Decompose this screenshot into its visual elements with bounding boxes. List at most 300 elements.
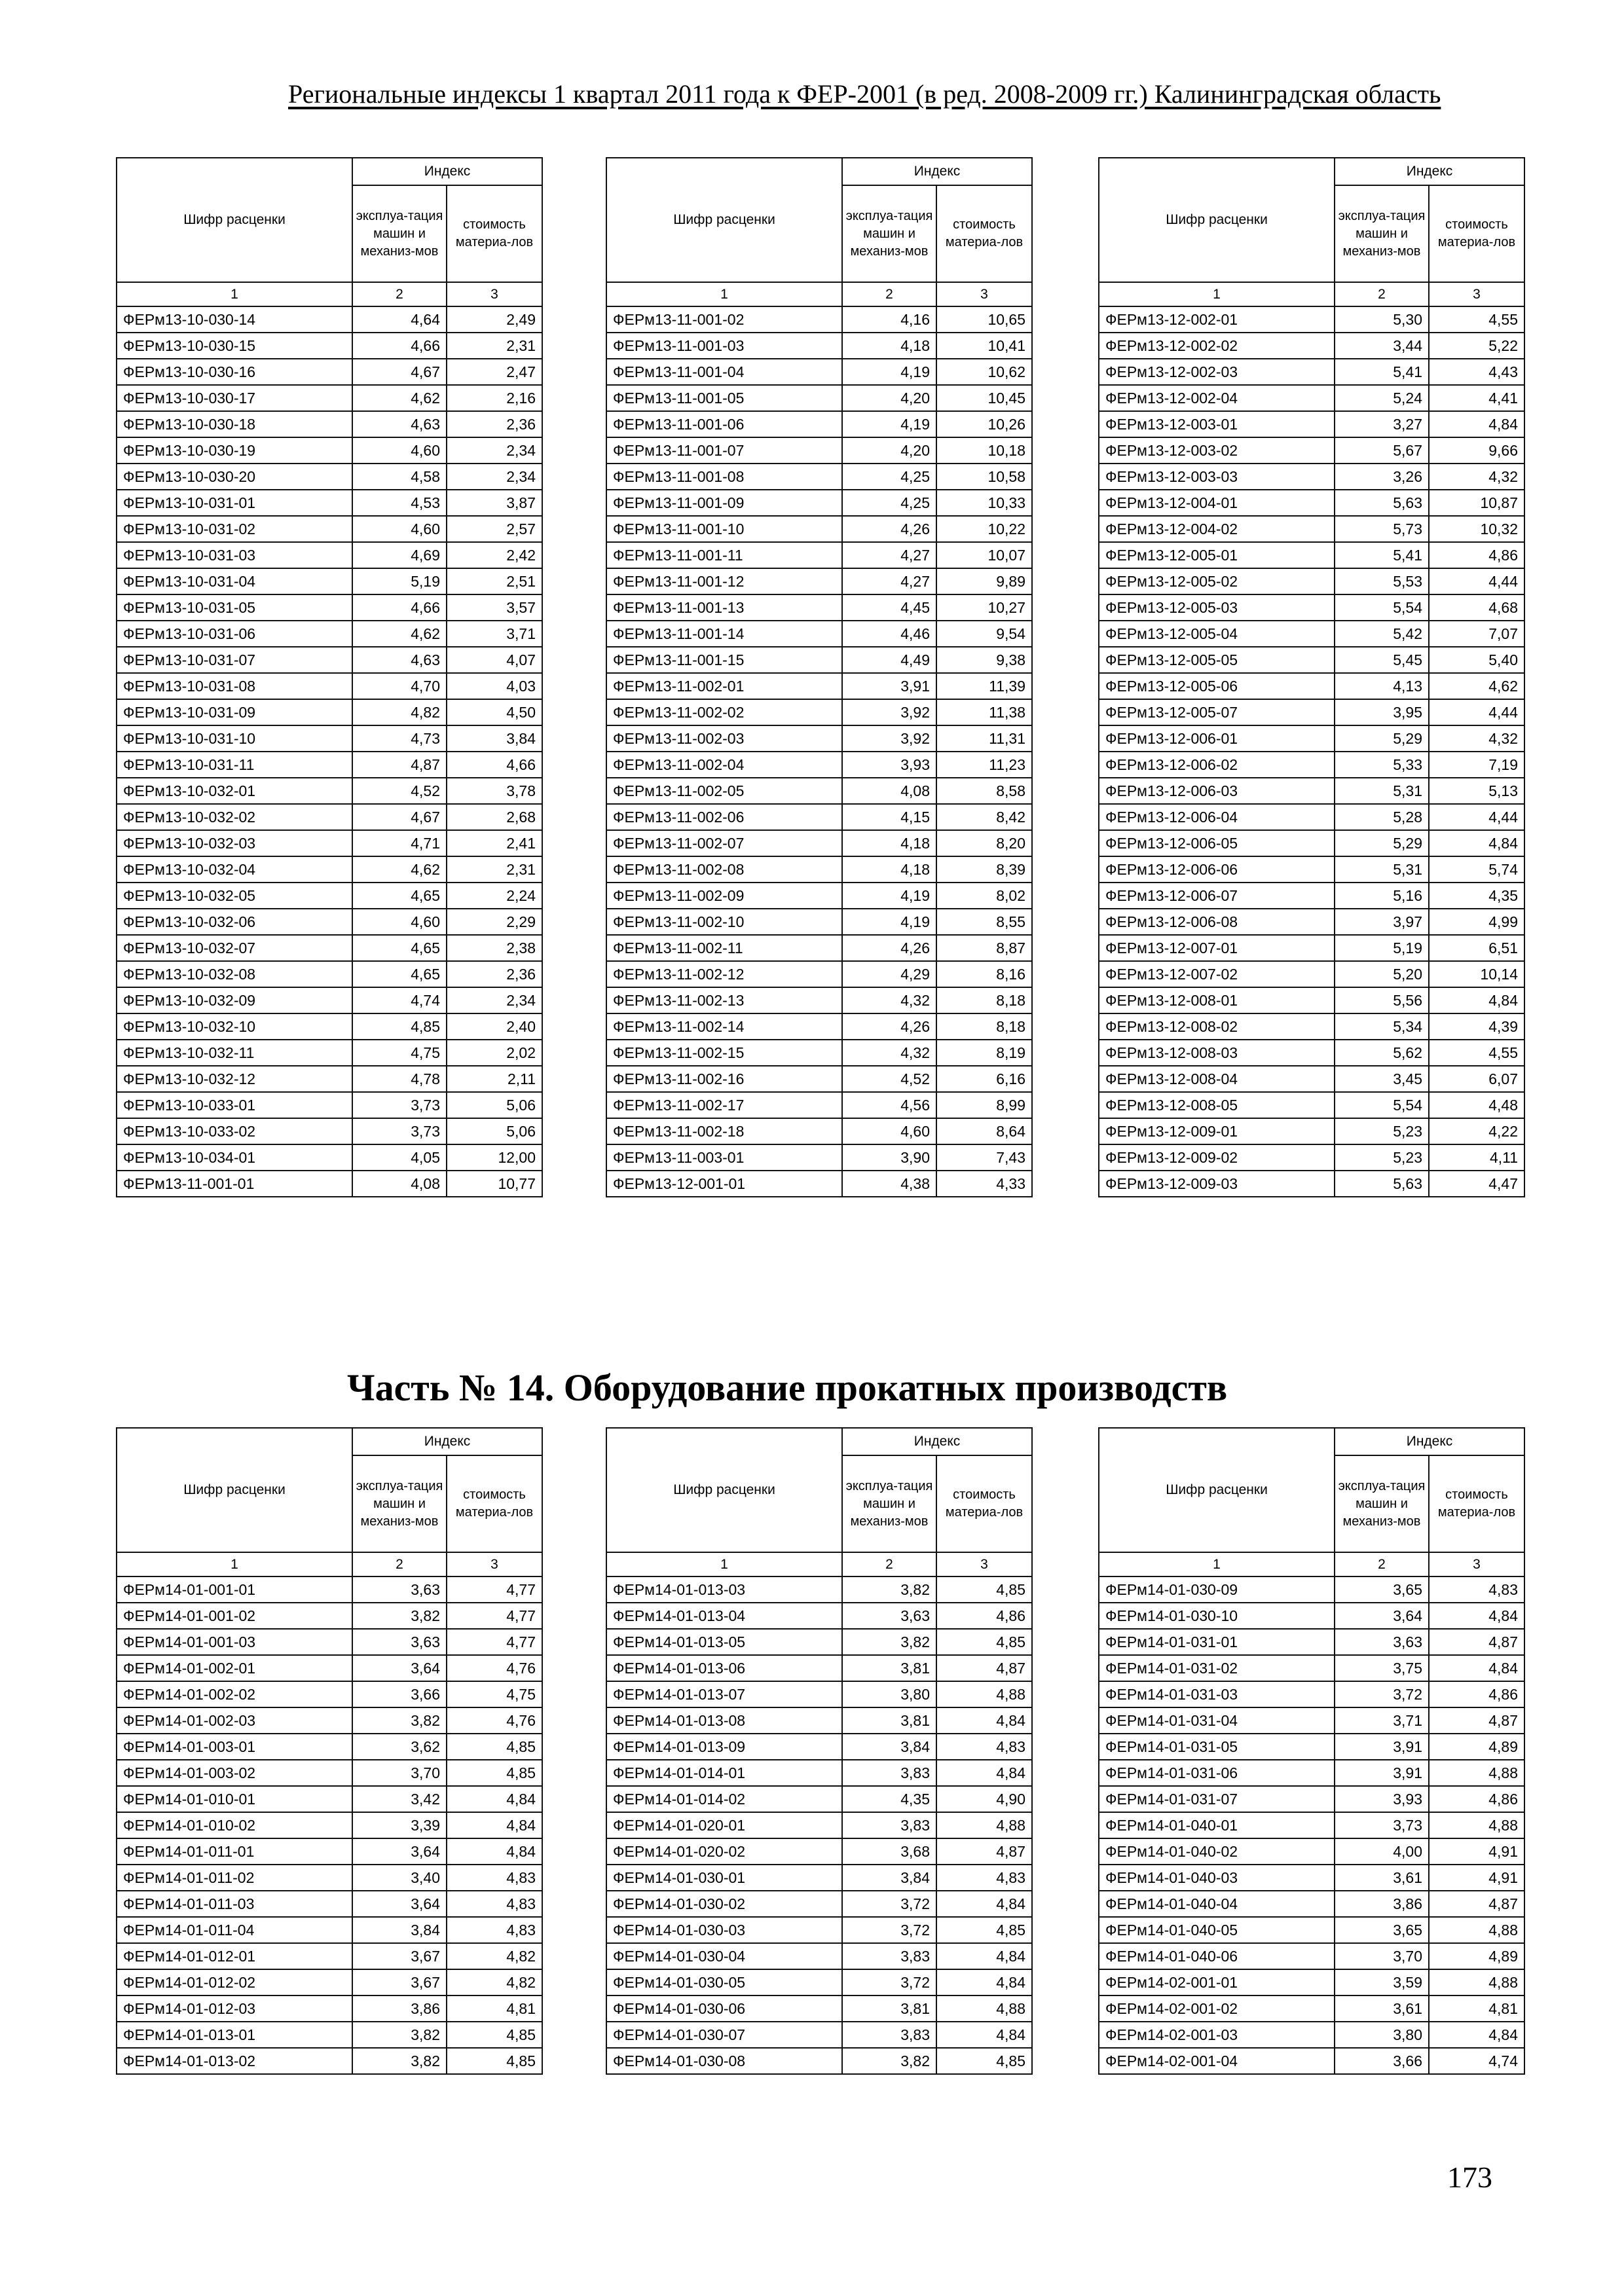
- machines-index: 3,73: [352, 1092, 447, 1118]
- rate-code: ФЕРм13-10-030-17: [117, 385, 352, 411]
- machines-index: 4,49: [842, 647, 936, 673]
- materials-column-header: стоимость материа-лов: [1429, 1455, 1524, 1552]
- machines-index: 4,16: [842, 306, 936, 333]
- materials-index: 4,85: [447, 2022, 542, 2048]
- rates-table-part13-b: [606, 157, 1033, 1197]
- machines-index: 3,59: [1335, 1969, 1429, 1995]
- materials-index: 8,99: [936, 1092, 1032, 1118]
- materials-index: 4,85: [936, 1629, 1032, 1655]
- materials-index: 3,71: [447, 621, 542, 647]
- rate-code: ФЕРм14-01-031-03: [1099, 1681, 1335, 1707]
- machines-index: 3,70: [352, 1760, 447, 1786]
- materials-index: 4,32: [1429, 725, 1524, 752]
- materials-column-header: стоимость материа-лов: [936, 1455, 1032, 1552]
- materials-index: 12,00: [447, 1144, 542, 1171]
- table-row: [1099, 935, 1524, 961]
- machines-index: 5,16: [1335, 883, 1429, 909]
- table-row: [606, 516, 1032, 542]
- materials-index: 4,50: [447, 699, 542, 725]
- materials-index: 4,22: [1429, 1118, 1524, 1144]
- materials-index: 4,77: [447, 1603, 542, 1629]
- materials-index: 4,83: [447, 1917, 542, 1943]
- materials-index: 4,82: [447, 1969, 542, 1995]
- materials-index: 4,75: [447, 1681, 542, 1707]
- materials-index: 2,51: [447, 568, 542, 594]
- machines-index: 3,82: [842, 1576, 936, 1603]
- machines-index: 3,82: [842, 1629, 936, 1655]
- machines-index: 3,81: [842, 1707, 936, 1734]
- machines-index: 5,19: [352, 568, 447, 594]
- column-number: 2: [352, 1552, 447, 1576]
- table-row: [117, 1707, 542, 1734]
- table-row: [1099, 542, 1524, 568]
- machines-index: 4,32: [842, 987, 936, 1013]
- rate-code: ФЕРм14-01-031-06: [1099, 1760, 1335, 1786]
- rate-code: ФЕРм13-11-003-01: [606, 1144, 842, 1171]
- rate-code: ФЕРм14-01-040-04: [1099, 1891, 1335, 1917]
- materials-index: 2,40: [447, 1013, 542, 1040]
- table-row: [117, 1171, 542, 1197]
- materials-index: 4,82: [447, 1943, 542, 1969]
- machines-index: 3,82: [352, 2022, 447, 2048]
- machines-index: 5,73: [1335, 516, 1429, 542]
- column-number: 3: [1429, 1552, 1524, 1576]
- machines-index: 3,97: [1335, 909, 1429, 935]
- machines-index: 3,92: [842, 699, 936, 725]
- materials-index: 5,13: [1429, 778, 1524, 804]
- machines-index: 3,70: [1335, 1943, 1429, 1969]
- rate-code: ФЕРм14-01-030-04: [606, 1943, 842, 1969]
- rate-code: ФЕРм13-10-031-10: [117, 725, 352, 752]
- materials-index: 2,34: [447, 987, 542, 1013]
- rate-code: ФЕРм13-11-002-06: [606, 804, 842, 830]
- materials-index: 4,89: [1429, 1734, 1524, 1760]
- table-row: [1099, 987, 1524, 1013]
- rate-code: ФЕРм14-01-030-10: [1099, 1603, 1335, 1629]
- materials-index: 2,47: [447, 359, 542, 385]
- table-row: [606, 961, 1032, 987]
- table-row: [606, 1040, 1032, 1066]
- materials-index: 4,85: [936, 1917, 1032, 1943]
- materials-index: 9,66: [1429, 437, 1524, 464]
- table-row: [1099, 621, 1524, 647]
- materials-index: 4,81: [447, 1995, 542, 2022]
- machines-index: 3,91: [1335, 1760, 1429, 1786]
- materials-index: 4,33: [936, 1171, 1032, 1197]
- materials-index: 8,19: [936, 1040, 1032, 1066]
- rate-code: ФЕРм14-01-014-01: [606, 1760, 842, 1786]
- machines-index: 5,29: [1335, 830, 1429, 856]
- machines-index: 4,18: [842, 333, 936, 359]
- table-row: [117, 987, 542, 1013]
- rate-code: ФЕРм14-01-031-07: [1099, 1786, 1335, 1812]
- materials-index: 2,11: [447, 1066, 542, 1092]
- table-row: [117, 909, 542, 935]
- machines-index: 3,72: [842, 1891, 936, 1917]
- table-row: [606, 1118, 1032, 1144]
- machines-index: 5,42: [1335, 621, 1429, 647]
- table-row: [1099, 1603, 1524, 1629]
- machines-index: 4,87: [352, 752, 447, 778]
- materials-index: 4,91: [1429, 1838, 1524, 1865]
- rate-code: ФЕРм13-10-032-04: [117, 856, 352, 883]
- table-row: [117, 1995, 542, 2022]
- rate-code: ФЕРм13-10-032-07: [117, 935, 352, 961]
- rate-code: ФЕРм13-10-034-01: [117, 1144, 352, 1171]
- rate-code: ФЕРм13-10-031-11: [117, 752, 352, 778]
- table-row: [1099, 411, 1524, 437]
- machines-index: 3,82: [352, 1603, 447, 1629]
- table-row: [117, 542, 542, 568]
- materials-index: 4,77: [447, 1629, 542, 1655]
- table-row: [117, 1040, 542, 1066]
- machines-column-header: эксплуа-тация машин и механиз-мов: [1335, 185, 1429, 282]
- table-row: [117, 699, 542, 725]
- materials-index: 11,39: [936, 673, 1032, 699]
- table-row: [1099, 1040, 1524, 1066]
- rate-code: ФЕРм13-10-030-16: [117, 359, 352, 385]
- rate-code: ФЕРм14-01-030-06: [606, 1995, 842, 2022]
- machines-index: 3,80: [842, 1681, 936, 1707]
- code-column-header: Шифр расценки: [606, 158, 842, 282]
- materials-index: 4,85: [447, 2048, 542, 2074]
- rate-code: ФЕРм14-01-040-02: [1099, 1838, 1335, 1865]
- machines-index: 4,52: [352, 778, 447, 804]
- machines-index: 3,83: [842, 1760, 936, 1786]
- table-row: [117, 1812, 542, 1838]
- table-row: [1099, 647, 1524, 673]
- column-number: 1: [606, 1552, 842, 1576]
- machines-index: 5,41: [1335, 542, 1429, 568]
- column-number: 2: [842, 282, 936, 306]
- machines-index: 4,08: [352, 1171, 447, 1197]
- table-row: [1099, 778, 1524, 804]
- table-row: [1099, 1812, 1524, 1838]
- rate-code: ФЕРм13-11-002-04: [606, 752, 842, 778]
- rate-code: ФЕРм14-01-013-07: [606, 1681, 842, 1707]
- machines-index: 4,15: [842, 804, 936, 830]
- machines-index: 4,63: [352, 647, 447, 673]
- rate-code: ФЕРм14-01-013-08: [606, 1707, 842, 1734]
- table-row: [117, 961, 542, 987]
- rate-code: ФЕРм14-01-001-01: [117, 1576, 352, 1603]
- rate-code: ФЕРм14-01-030-05: [606, 1969, 842, 1995]
- machines-index: 3,26: [1335, 464, 1429, 490]
- rate-code: ФЕРм13-11-001-12: [606, 568, 842, 594]
- rate-code: ФЕРм13-12-008-05: [1099, 1092, 1335, 1118]
- materials-index: 8,42: [936, 804, 1032, 830]
- rate-code: ФЕРм14-01-012-03: [117, 1995, 352, 2022]
- materials-index: 10,45: [936, 385, 1032, 411]
- rate-code: ФЕРм13-10-030-18: [117, 411, 352, 437]
- materials-index: 4,81: [1429, 1995, 1524, 2022]
- table-row: [1099, 490, 1524, 516]
- rate-code: ФЕРм13-12-007-02: [1099, 961, 1335, 987]
- table-row: [117, 333, 542, 359]
- table-row: [117, 856, 542, 883]
- materials-index: 4,85: [447, 1760, 542, 1786]
- table-row: [606, 883, 1032, 909]
- rate-code: ФЕРм13-12-005-04: [1099, 621, 1335, 647]
- table-row: [606, 1838, 1032, 1865]
- rate-code: ФЕРм14-01-013-03: [606, 1576, 842, 1603]
- code-column-header: Шифр расценки: [117, 158, 352, 282]
- materials-index: 4,84: [1429, 2022, 1524, 2048]
- machines-index: 4,27: [842, 542, 936, 568]
- table-header: [1099, 1428, 1524, 1576]
- materials-index: 3,57: [447, 594, 542, 621]
- rate-code: ФЕРм13-10-031-02: [117, 516, 352, 542]
- machines-index: 5,54: [1335, 1092, 1429, 1118]
- table-row: [606, 647, 1032, 673]
- rate-code: ФЕРм14-01-020-02: [606, 1838, 842, 1865]
- materials-index: 4,84: [447, 1812, 542, 1838]
- materials-index: 4,87: [1429, 1891, 1524, 1917]
- materials-index: 11,23: [936, 752, 1032, 778]
- rate-code: ФЕРм14-01-031-02: [1099, 1655, 1335, 1681]
- table-row: [606, 306, 1032, 333]
- table-row: [606, 1760, 1032, 1786]
- rate-code: ФЕРм13-11-002-01: [606, 673, 842, 699]
- materials-index: 3,87: [447, 490, 542, 516]
- machines-index: 3,75: [1335, 1655, 1429, 1681]
- materials-index: 8,55: [936, 909, 1032, 935]
- machines-index: 5,34: [1335, 1013, 1429, 1040]
- table-row: [606, 778, 1032, 804]
- table-row: [117, 306, 542, 333]
- machines-index: 4,69: [352, 542, 447, 568]
- rate-code: ФЕРм13-11-001-02: [606, 306, 842, 333]
- materials-index: 4,84: [447, 1838, 542, 1865]
- machines-index: 4,73: [352, 725, 447, 752]
- materials-index: 4,88: [936, 1812, 1032, 1838]
- materials-index: 4,32: [1429, 464, 1524, 490]
- materials-index: 2,31: [447, 333, 542, 359]
- rate-code: ФЕРм14-01-011-03: [117, 1891, 352, 1917]
- rate-code: ФЕРм13-12-005-02: [1099, 568, 1335, 594]
- column-number: 1: [117, 282, 352, 306]
- table-row: [606, 542, 1032, 568]
- table-row: [1099, 1681, 1524, 1707]
- table-row: [117, 1655, 542, 1681]
- rate-code: ФЕРм14-01-003-02: [117, 1760, 352, 1786]
- table-row: [1099, 1734, 1524, 1760]
- machines-index: 4,18: [842, 856, 936, 883]
- materials-index: 8,87: [936, 935, 1032, 961]
- rate-code: ФЕРм14-01-011-04: [117, 1917, 352, 1943]
- materials-index: 2,68: [447, 804, 542, 830]
- machines-index: 3,27: [1335, 411, 1429, 437]
- machines-column-header: эксплуа-тация машин и механиз-мов: [842, 1455, 936, 1552]
- materials-index: 6,16: [936, 1066, 1032, 1092]
- materials-index: 8,39: [936, 856, 1032, 883]
- materials-index: 8,18: [936, 1013, 1032, 1040]
- machines-index: 4,38: [842, 1171, 936, 1197]
- rate-code: ФЕРм13-12-001-01: [606, 1171, 842, 1197]
- table-row: [606, 1013, 1032, 1040]
- rate-code: ФЕРм13-10-031-03: [117, 542, 352, 568]
- machines-index: 3,83: [842, 1943, 936, 1969]
- rate-code: ФЕРм14-01-011-02: [117, 1865, 352, 1891]
- materials-index: 10,26: [936, 411, 1032, 437]
- materials-index: 4,68: [1429, 594, 1524, 621]
- materials-index: 4,86: [936, 1603, 1032, 1629]
- table-row: [1099, 1092, 1524, 1118]
- rate-code: ФЕРм14-02-001-04: [1099, 2048, 1335, 2074]
- materials-index: 10,22: [936, 516, 1032, 542]
- rate-code: ФЕРм13-11-002-08: [606, 856, 842, 883]
- table-row: [1099, 464, 1524, 490]
- table-row: [1099, 1865, 1524, 1891]
- table-row: [117, 490, 542, 516]
- rate-code: ФЕРм13-12-005-01: [1099, 542, 1335, 568]
- machines-index: 5,63: [1335, 490, 1429, 516]
- machines-index: 3,63: [842, 1603, 936, 1629]
- table-row: [606, 411, 1032, 437]
- index-column-header: Индекс: [1335, 1428, 1524, 1455]
- rate-code: ФЕРм14-01-040-06: [1099, 1943, 1335, 1969]
- materials-index: 4,88: [1429, 1760, 1524, 1786]
- materials-index: 4,74: [1429, 2048, 1524, 2074]
- machines-index: 4,60: [352, 909, 447, 935]
- rate-code: ФЕРм14-01-013-02: [117, 2048, 352, 2074]
- table-row: [117, 437, 542, 464]
- machines-index: 4,66: [352, 333, 447, 359]
- table-row: [117, 1144, 542, 1171]
- table-row: [1099, 804, 1524, 830]
- table-row: [606, 1576, 1032, 1603]
- machines-index: 3,93: [1335, 1786, 1429, 1812]
- table-row: [1099, 699, 1524, 725]
- machines-index: 4,27: [842, 568, 936, 594]
- machines-index: 3,61: [1335, 1995, 1429, 2022]
- table-row: [606, 1707, 1032, 1734]
- table-row: [117, 1943, 542, 1969]
- materials-index: 2,29: [447, 909, 542, 935]
- table-row: [1099, 1066, 1524, 1092]
- materials-index: 8,02: [936, 883, 1032, 909]
- machines-index: 3,63: [352, 1629, 447, 1655]
- rate-code: ФЕРм13-10-032-10: [117, 1013, 352, 1040]
- materials-index: 6,51: [1429, 935, 1524, 961]
- table-row: [606, 856, 1032, 883]
- machines-index: 3,62: [352, 1734, 447, 1760]
- materials-column-header: стоимость материа-лов: [936, 185, 1032, 282]
- table-row: [117, 411, 542, 437]
- materials-index: 10,14: [1429, 961, 1524, 987]
- rate-code: ФЕРм13-11-001-15: [606, 647, 842, 673]
- machines-index: 3,64: [352, 1838, 447, 1865]
- table-row: [117, 1603, 542, 1629]
- machines-index: 5,33: [1335, 752, 1429, 778]
- table-row: [117, 1865, 542, 1891]
- table-row: [606, 1066, 1032, 1092]
- machines-index: 4,74: [352, 987, 447, 1013]
- table-row: [117, 516, 542, 542]
- table-row: [1099, 385, 1524, 411]
- materials-index: 4,43: [1429, 359, 1524, 385]
- rate-code: ФЕРм13-12-008-03: [1099, 1040, 1335, 1066]
- machines-index: 4,26: [842, 516, 936, 542]
- table-row: [606, 1092, 1032, 1118]
- machines-column-header: эксплуа-тация машин и механиз-мов: [1335, 1455, 1429, 1552]
- materials-index: 8,58: [936, 778, 1032, 804]
- rate-code: ФЕРм13-12-005-03: [1099, 594, 1335, 621]
- machines-index: 5,23: [1335, 1118, 1429, 1144]
- machines-index: 5,54: [1335, 594, 1429, 621]
- rate-code: ФЕРм14-02-001-03: [1099, 2022, 1335, 2048]
- machines-index: 3,42: [352, 1786, 447, 1812]
- machines-index: 4,53: [352, 490, 447, 516]
- table-row: [117, 464, 542, 490]
- rates-table-part14-b: [606, 1427, 1033, 2075]
- column-number: 2: [1335, 1552, 1429, 1576]
- materials-index: 5,74: [1429, 856, 1524, 883]
- machines-index: 4,67: [352, 804, 447, 830]
- machines-index: 3,66: [1335, 2048, 1429, 2074]
- table-row: [606, 1917, 1032, 1943]
- materials-index: 7,43: [936, 1144, 1032, 1171]
- rate-code: ФЕРм14-01-030-08: [606, 2048, 842, 2074]
- table-row: [606, 1865, 1032, 1891]
- rate-code: ФЕРм14-01-040-05: [1099, 1917, 1335, 1943]
- rate-code: ФЕРм14-01-030-01: [606, 1865, 842, 1891]
- rate-code: ФЕРм14-01-030-03: [606, 1917, 842, 1943]
- materials-index: 4,62: [1429, 673, 1524, 699]
- machines-index: 3,86: [352, 1995, 447, 2022]
- column-number: 1: [117, 1552, 352, 1576]
- table-header: [117, 158, 542, 306]
- rate-code: ФЕРм14-02-001-02: [1099, 1995, 1335, 2022]
- rate-code: ФЕРм13-10-031-09: [117, 699, 352, 725]
- table-row: [1099, 1013, 1524, 1040]
- table-row: [606, 1734, 1032, 1760]
- machines-index: 3,67: [352, 1943, 447, 1969]
- materials-index: 2,42: [447, 542, 542, 568]
- machines-index: 3,63: [1335, 1629, 1429, 1655]
- materials-index: 10,27: [936, 594, 1032, 621]
- machines-index: 3,72: [842, 1969, 936, 1995]
- materials-index: 11,31: [936, 725, 1032, 752]
- rate-code: ФЕРм14-01-010-02: [117, 1812, 352, 1838]
- materials-index: 4,99: [1429, 909, 1524, 935]
- machines-index: 3,82: [352, 1707, 447, 1734]
- materials-index: 4,90: [936, 1786, 1032, 1812]
- column-number: 2: [842, 1552, 936, 1576]
- table-row: [606, 333, 1032, 359]
- materials-index: 5,22: [1429, 333, 1524, 359]
- machines-index: 5,41: [1335, 359, 1429, 385]
- rate-code: ФЕРм13-12-006-02: [1099, 752, 1335, 778]
- machines-index: 3,84: [842, 1734, 936, 1760]
- rate-code: ФЕРм14-01-030-02: [606, 1891, 842, 1917]
- rate-code: ФЕРм13-11-002-07: [606, 830, 842, 856]
- rate-code: ФЕРм13-12-009-01: [1099, 1118, 1335, 1144]
- table-row: [1099, 909, 1524, 935]
- rate-code: ФЕРм14-01-031-04: [1099, 1707, 1335, 1734]
- machines-index: 4,32: [842, 1040, 936, 1066]
- rate-code: ФЕРм13-11-002-09: [606, 883, 842, 909]
- rate-code: ФЕРм14-01-013-04: [606, 1603, 842, 1629]
- machines-index: 4,85: [352, 1013, 447, 1040]
- machines-index: 5,24: [1335, 385, 1429, 411]
- rate-code: ФЕРм13-12-002-03: [1099, 359, 1335, 385]
- machines-index: 4,19: [842, 883, 936, 909]
- machines-index: 4,20: [842, 437, 936, 464]
- machines-index: 3,68: [842, 1838, 936, 1865]
- machines-index: 3,80: [1335, 2022, 1429, 2048]
- rate-code: ФЕРм13-12-008-04: [1099, 1066, 1335, 1092]
